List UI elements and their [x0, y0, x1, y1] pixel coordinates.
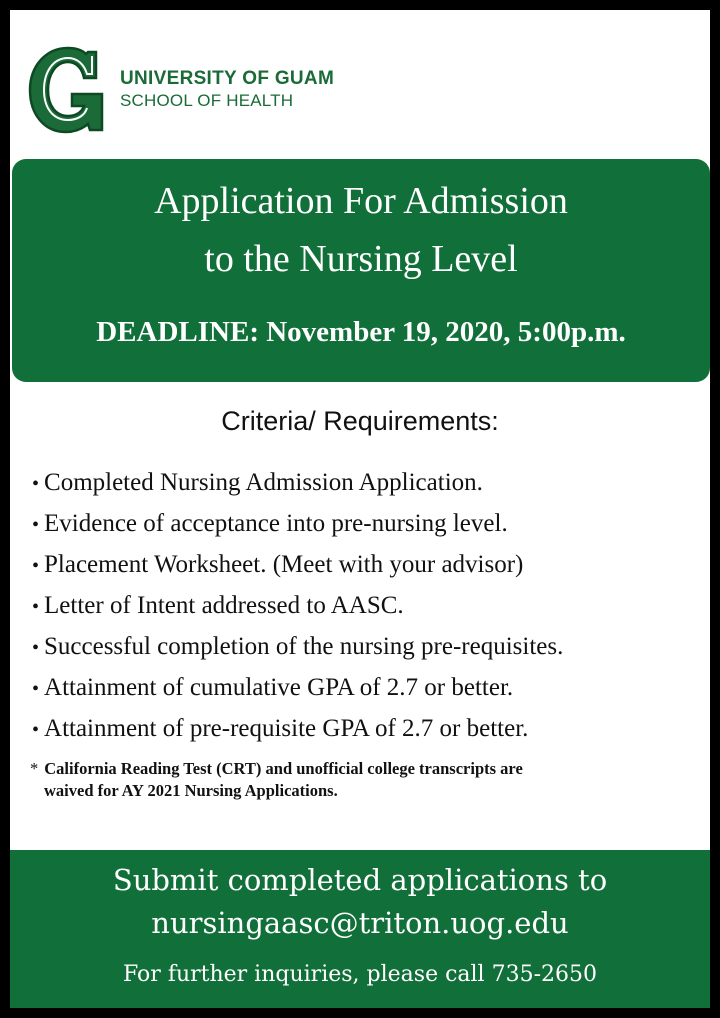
bullet: •	[32, 473, 40, 495]
submission-footer	[10, 850, 710, 1008]
university-name: UNIVERSITY OF GUAM	[120, 68, 335, 89]
submit-instruction: Submit completed applications to	[112, 863, 608, 897]
requirement-text: Completed Nursing Admission Application.	[44, 469, 483, 496]
page-title-line2: to the Nursing Level	[204, 238, 518, 280]
note-line1: California Reading Test (CRT) and unofficial college transcripts are	[44, 759, 523, 778]
submission-email: nursingaasc@triton.uog.edu	[151, 906, 569, 940]
flyer-page	[10, 10, 710, 1008]
requirement-text: Attainment of pre-requisite GPA of 2.7 or better.	[44, 715, 529, 742]
bullet: •	[32, 719, 40, 741]
list-item	[32, 545, 563, 586]
requirements-list	[32, 463, 563, 750]
criteria-heading: Criteria/ Requirements:	[221, 406, 499, 436]
bullet: •	[32, 596, 40, 618]
bullet: •	[32, 637, 40, 659]
bullet: •	[32, 555, 40, 577]
page-title-line1: Application For Admission	[154, 180, 568, 222]
requirement-text: Successful completion of the nursing pre-requisites.	[44, 633, 564, 660]
waiver-note	[30, 758, 702, 802]
note-marker: *	[30, 759, 39, 778]
requirement-text: Attainment of cumulative GPA of 2.7 or better.	[44, 674, 514, 701]
requirement-text: Evidence of acceptance into pre-nursing level.	[44, 510, 508, 537]
requirement-text: Placement Worksheet. (Meet with your advisor)	[44, 551, 524, 578]
bullet: •	[32, 678, 40, 700]
list-item	[32, 627, 563, 668]
note-line2: waived for AY 2021 Nursing Applications.	[44, 781, 338, 800]
list-item	[32, 463, 563, 504]
school-name: SCHOOL OF HEALTH	[120, 91, 294, 110]
university-logo	[26, 44, 108, 134]
list-item	[32, 668, 563, 709]
list-item	[32, 709, 563, 750]
organization-heading	[120, 68, 334, 111]
list-item	[32, 586, 563, 627]
deadline-text: DEADLINE: November 19, 2020, 5:00p.m.	[96, 316, 626, 348]
inquiry-phone-text: For further inquiries, please call 735-2650	[123, 962, 597, 987]
list-item	[32, 504, 563, 545]
requirement-text: Letter of Intent addressed to AASC.	[44, 592, 404, 619]
bullet: •	[32, 514, 40, 536]
